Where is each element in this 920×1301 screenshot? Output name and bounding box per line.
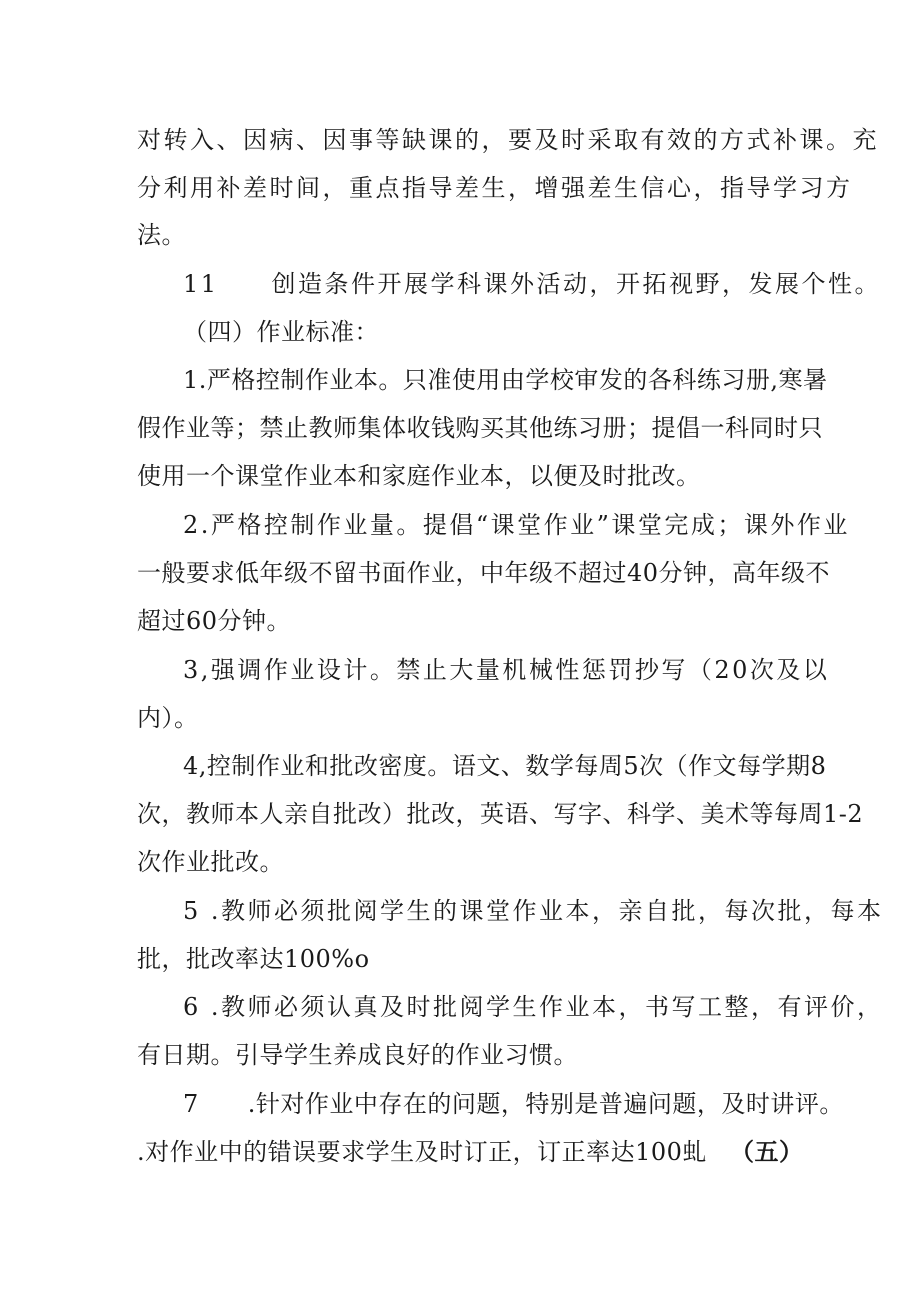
body-line-10: 一般要求低年级不留书面作业，中年级不超过40分钟，高年级不 [137,559,831,587]
body-line-3: 法。 [137,221,186,249]
body-line-2: 分利用补差时间，重点指导差生，增强差生信心，指导学习方 [137,174,853,202]
body-line-16: 次作业批改。 [137,848,284,876]
body-line-13: 内）。 [137,704,199,732]
body-line-22: .对作业中的错误要求学生及时订正，订正率达100虬 [137,1138,707,1166]
body-line-7: 假作业等；禁止教师集体收钱购买其他练习册；提倡一科同时只 [137,414,823,442]
body-line-19: 6 .教师必须认真及时批阅学生作业本，书写工整，有评价， [183,993,884,1021]
body-line-6: 1.严格控制作业本。只准使用由学校审发的各科练习册,寒暑 [183,366,828,394]
body-line-18: 批，批改率达100%o [137,945,370,973]
body-line-17: 5 .教师必须批阅学生的课堂作业本，亲自批，每次批，每本 [183,897,884,925]
body-line-8: 使用一个课堂作业本和家庭作业本，以便及时批改。 [137,462,701,490]
body-line-12: 3,强调作业设计。禁止大量机械性惩罚抄写（20次及以 [183,656,830,684]
section-heading-4: （四）作业标准： [183,318,379,346]
body-line-20: 有日期。引导学生养成良好的作业习惯。 [137,1041,578,1069]
body-line-1: 对转入、因病、因事等缺课的，要及时采取有效的方式补课。充 [137,126,879,154]
body-line-14: 4,控制作业和批改密度。语文、数学每周5次（作文每学期8 [183,752,827,780]
section-heading-5: （五） [730,1137,804,1166]
body-line-15: 次，教师本人亲自批改）批改，英语、写字、科学、美术等每周1-2 [137,800,864,828]
body-line-11: 超过60分钟。 [137,607,292,635]
body-line-9: 2.严格控制作业量。提倡“课堂作业”课堂完成；课外作业 [183,511,850,539]
body-line-21: 7 .针对作业中存在的问题，特别是普遍问题，及时讲评。 [183,1090,844,1118]
body-line-4: 11 创造条件开展学科课外活动，开拓视野，发展个性。 [183,270,882,298]
